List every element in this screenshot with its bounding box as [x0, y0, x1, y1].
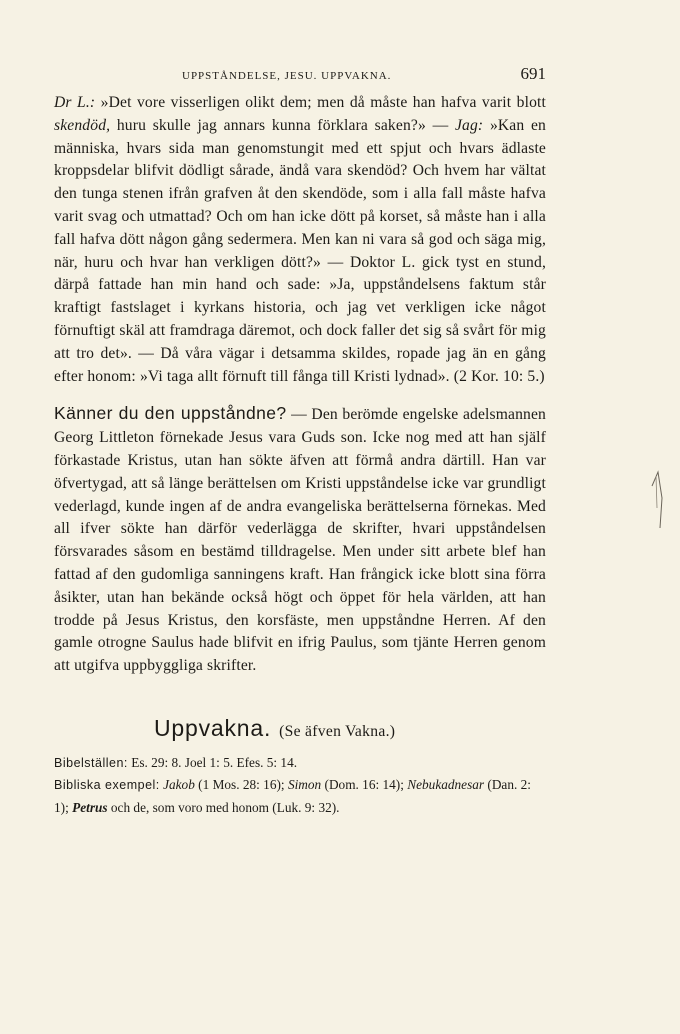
speaker-dr-l: Dr L.: [54, 94, 96, 111]
example-simon-ref: (Dom. 16: 14); [321, 777, 408, 793]
story-paragraph [54, 402, 546, 678]
section-title [54, 716, 546, 744]
example-jakob-ref: (1 Mos. 28: 16); [194, 777, 288, 793]
dialogue-paragraph [54, 92, 546, 388]
example-petrus-ref: och de, som voro med honom (Luk. 9: 32). [107, 799, 340, 815]
story-heading: Känner du den uppståndne? [54, 403, 287, 424]
section-see-also: (Se äfven Vakna.) [279, 722, 396, 740]
margin-pencil-marks [648, 468, 678, 588]
bible-places-label: Bibelställen: [54, 755, 128, 770]
story-text: — Den berömde engelske adelsmannen Georg Littleton förnekade Jesus vara Guds son. Icke nog med att han själf förkastade Kristus, utan han sökte äfven att förmå andra därtill. Han var öfvertygad, att så länge berättelsen om Kristi uppståndelse icke var grundligt vederlagd, kunde ingen af de andra evangeliska berättelserna förnekas. Med all ifver sökte han därför vederlägga de skrifter, hvari uppståndelsen försvarades såsom en bestämd tilldragelse. Men under sitt arbete blef han fattad af den gudomliga sanningens kraft. Han frångick icke blott sina förra åsikter, utan han bekände också högt och öppet för hela världen, att han trodde på Jesus Kristus, den korsfäste, men uppståndne Herren. Af den gamle otrogne Saulus hade blifvit en ifrig Paulus, som tjänte Herren genom att utgifva uppbyggliga skrifter. [54, 406, 546, 675]
example-nebukadnesar-ref: (Dan. 2: 1); [54, 777, 531, 815]
dialogue-text-1: »Det vore visserligen olikt dem; men då måste han hafva varit blott [95, 94, 546, 111]
bible-examples [54, 774, 546, 818]
page-number: 691 [520, 64, 546, 83]
dialogue-text-2: huru skulle jag annars kunna förklara saken?» — [110, 116, 455, 134]
page-header [54, 62, 546, 92]
speaker-jag: Jag: [454, 116, 484, 134]
example-simon: Simon [287, 777, 322, 793]
example-nebukadnesar: Nebukadnesar [407, 777, 485, 793]
example-petrus: Petrus [72, 799, 108, 815]
example-jakob: Jakob [163, 777, 195, 793]
bible-places-text: Es. 29: 8. Joel 1: 5. Efes. 5: 14. [127, 754, 298, 770]
bible-examples-label: Bibliska exempel: [54, 778, 160, 793]
word-skendod: skendöd, [54, 116, 111, 134]
dialogue-text-3: »Kan en människa, hvars sida man genomstungit med ett spjut och hvars ädlaste kroppsdelar blifvit dödligt sårade, ändå vara skendöd? Och hvem har vältat den tunga stenen ifrån grafven åt den skendöde, som i alla fall måste hafva varit svag och utmattad? Och om han icke dött på korset, så måste han i alla fall hafva dött någon gång sedermera. Men kan ni vara så god och säga mig, när, huru och hvar han verkligen dött?» — Doktor L. gick tyst en stund, därpå fattade han min hand och sade: »Ja, uppståndelsens faktum står kraftigt fastslaget i kyrkans historia, och jag vet verkligen icke något förnuftigt skäl att framdraga däremot, och dock faller det sig så svårt för mig att tro det». — Då våra vägar i detsamma skildes, ropade jag än en gång efter honom: »Vi taga allt förnuft till fånga till Kristi lydnad». (2 Kor. 10: 5.) [54, 116, 546, 385]
bible-places [54, 752, 546, 775]
section-title-main: Uppvakna. [154, 714, 272, 741]
running-title: UPPSTÅNDELSE, JESU. UPPVAKNA. [182, 70, 392, 82]
book-page [54, 62, 546, 818]
